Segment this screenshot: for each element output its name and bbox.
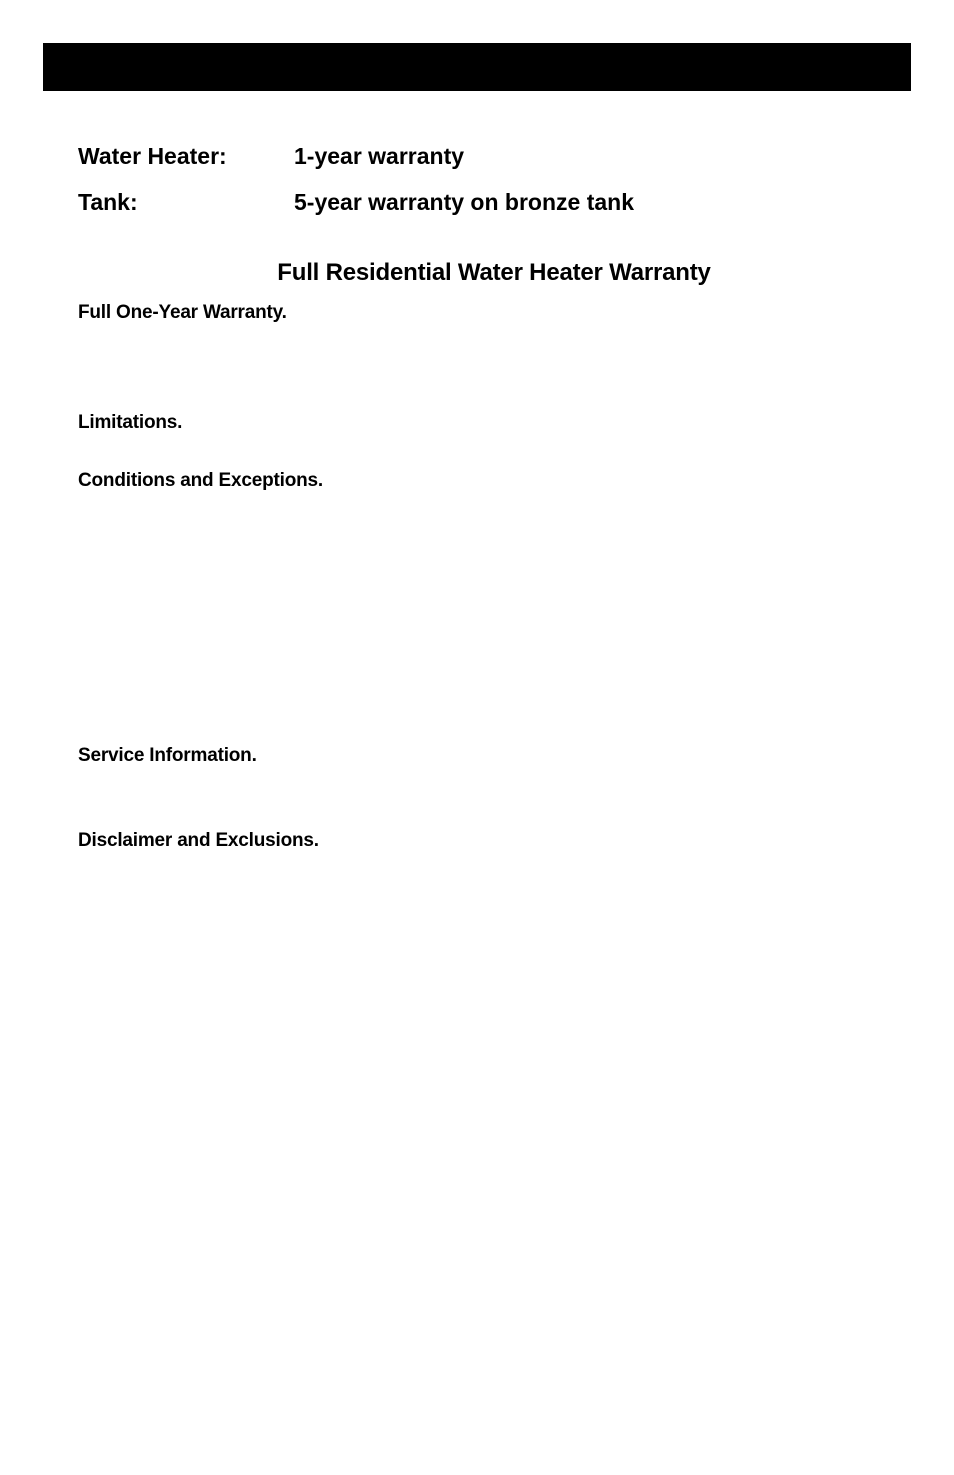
spec-label: Tank: <box>78 189 138 215</box>
section-heading-limitations: Limitations. <box>78 412 183 433</box>
spec-value: 5-year warranty on bronze tank <box>294 189 634 215</box>
section-heading-service-info: Service Information. <box>78 745 257 766</box>
section-heading-full-one-year: Full One-Year Warranty. <box>78 302 287 323</box>
section-heading-disclaimer: Disclaimer and Exclusions. <box>78 830 319 851</box>
header-bar <box>43 43 911 91</box>
spec-value: 1-year warranty <box>294 143 465 169</box>
spec-label: Water Heater: <box>78 143 227 169</box>
section-heading-conditions: Conditions and Exceptions. <box>78 470 323 491</box>
warranty-title: Full Residential Water Heater Warranty <box>277 259 711 286</box>
